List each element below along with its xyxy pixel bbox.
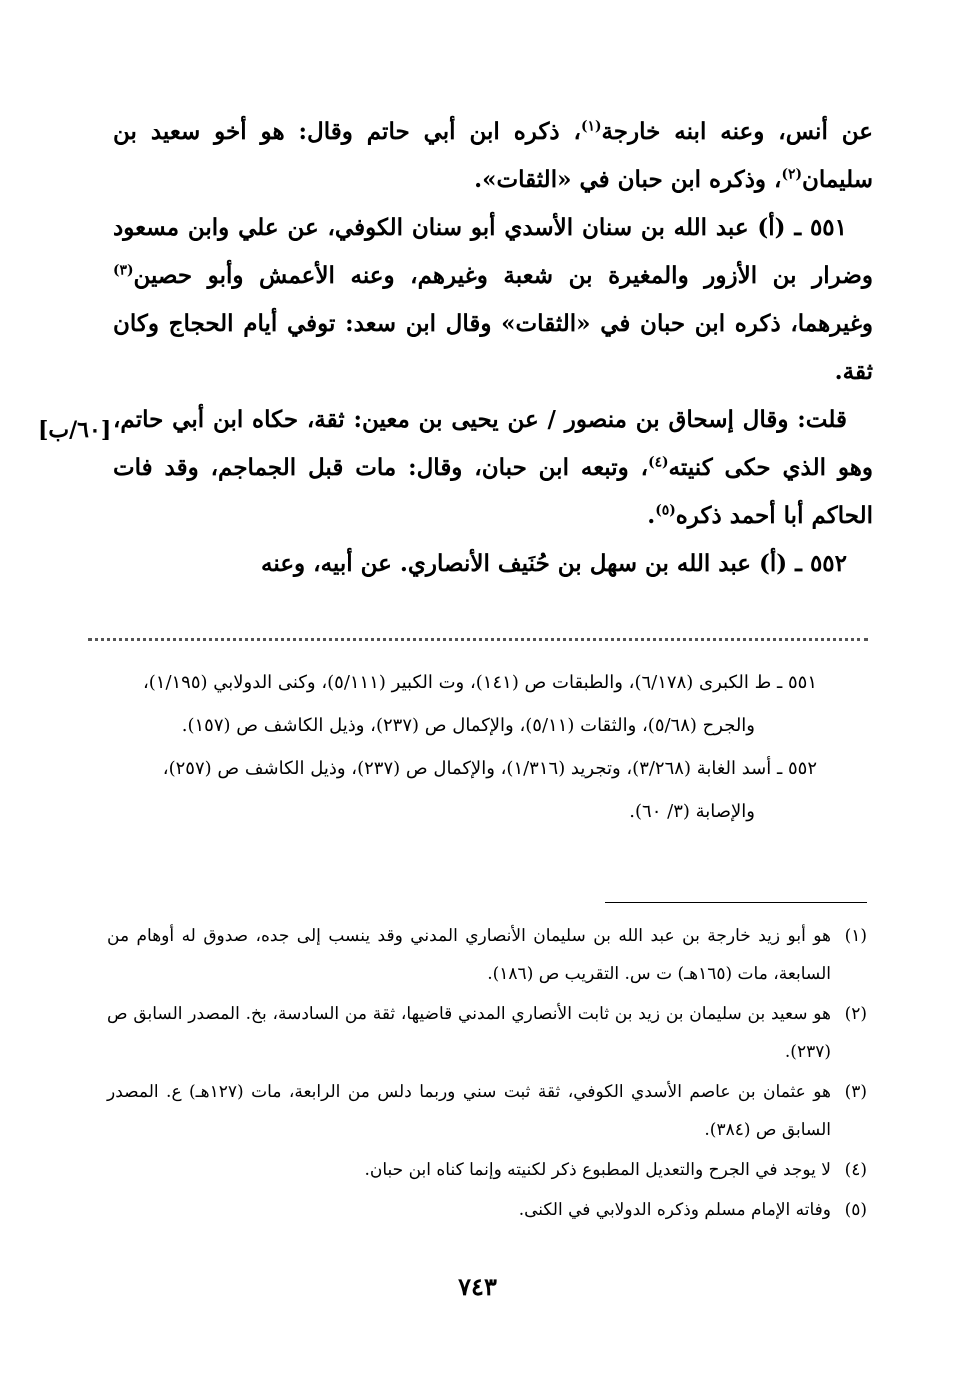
footnote-3	[107, 1073, 867, 1149]
footnote-2	[107, 995, 867, 1071]
main-text	[113, 108, 873, 588]
footnote-text: هو عثمان بن عاصم الأسدي الكوفي، ثقة ثبت سني وربما دلس من الرابعة، مات (١٢٧هـ) ع. المصدر السابق ص (٣٨٤).	[107, 1082, 831, 1140]
footnote-text: وفاته الإمام مسلم وذكره الدولابي في الكنى.	[518, 1200, 831, 1220]
footnote-text: هو سعيد بن سليمان بن زيد بن ثابت الأنصاري المدني قاضيها، ثقة من السادسة، بخ. المصدر السابق ص (٢٣٧).	[107, 1004, 831, 1062]
footnote-1	[107, 917, 867, 993]
text-span: ، وذكره ابن حبان في «الثقات».	[474, 166, 782, 193]
footnote-number: (٥)	[844, 1200, 867, 1220]
text-span: .	[647, 502, 656, 529]
text-span: ، وتبعه ابن حبان، وقال: مات قبل الجماجم، وقد فات الحاكم أبا أحمد ذكره	[113, 454, 873, 529]
references-block	[127, 661, 817, 833]
text-span: ٥٥١ ـ (أ) عبد الله بن سنان الأسدي أبو سنان الكوفي، عن علي وابن مسعود وضرار بن الأزور والمغيرة بن شعبة وغيرهم، وعنه الأعمش وأبو حصين	[113, 214, 873, 289]
reference-551: ٥٥١ ـ ط الكبرى (٦/١٧٨)، والطبقات ص (١٤١)، وت الكبير (٥/١١١)، وكنى الدولابي (١/١٩٥)، والجرح (٥/٦٨)، والثقات (٥/١١)، والإكمال ص (٢٣٧)، وذيل الكاشف ص (١٥٧).	[142, 672, 817, 736]
footnote-ref-2: (٢)	[781, 166, 802, 183]
entry-552: ٥٥٢ ـ (أ) عبد الله بن سهل بن حُنَيف الأنصاري. عن أبيه، وعنه	[261, 550, 847, 577]
page-number: ٧٤٣	[458, 1272, 497, 1301]
text-span: عن أنس، وعنه ابنه خارجة	[601, 118, 873, 145]
footnote-ref-4: (٤)	[648, 454, 669, 471]
footnote-number: (٢)	[844, 1004, 867, 1024]
footnote-number: (١)	[844, 926, 867, 946]
footnote-ref-5: (٥)	[655, 502, 676, 519]
footnote-text: هو أبو زيد خارجة بن عبد الله بن سليمان الأنصاري المدني وقد ينسب إلى جده، صدوق له أوهام من السابعة، مات (١٦٥هـ) ت س. التقريب ص (١٨٦).	[107, 926, 831, 984]
footnote-4	[107, 1151, 867, 1189]
manuscript-folio-marker: [٦٠/ب]	[38, 417, 112, 443]
footnote-number: (٤)	[844, 1160, 867, 1180]
footnote-5	[107, 1191, 867, 1229]
text-span: ، ذكره ابن أبي حاتم وقال: هو أخو سعيد بن سليمان	[113, 118, 873, 193]
footnote-ref-3: (٣)	[113, 262, 134, 279]
dotted-separator	[88, 638, 868, 641]
footnote-text: لا يوجد في الجرح والتعديل المطبوع ذكر لكنيته وإنما كناه ابن حبان.	[364, 1160, 831, 1180]
footnote-separator-line	[605, 902, 867, 903]
paragraph-qultu	[113, 396, 873, 540]
paragraph-1	[113, 108, 873, 204]
footnotes-block	[107, 917, 867, 1231]
text-span: قلت: وقال إسحاق بن منصور / عن يحيى بن معين: ثقة، حكاه ابن أبي حاتم، وهو الذي حكى كنيته	[113, 406, 873, 481]
footnote-number: (٣)	[844, 1082, 867, 1102]
text-span: وغيرهما، ذكره ابن حبان في «الثقات» وقال ابن سعد: توفي أيام الحجاج وكان ثقة.	[113, 310, 873, 385]
footnote-ref-1: (١)	[580, 118, 602, 135]
reference-552: ٥٥٢ ـ أسد الغابة (٣/٢٦٨)، وتجريد (١/٣١٦)، والإكمال ص (٢٣٧)، وذيل الكاشف ص (٢٥٧)، والإصابة (٣/ ٦٠).	[162, 758, 817, 822]
entry-551	[113, 204, 873, 396]
